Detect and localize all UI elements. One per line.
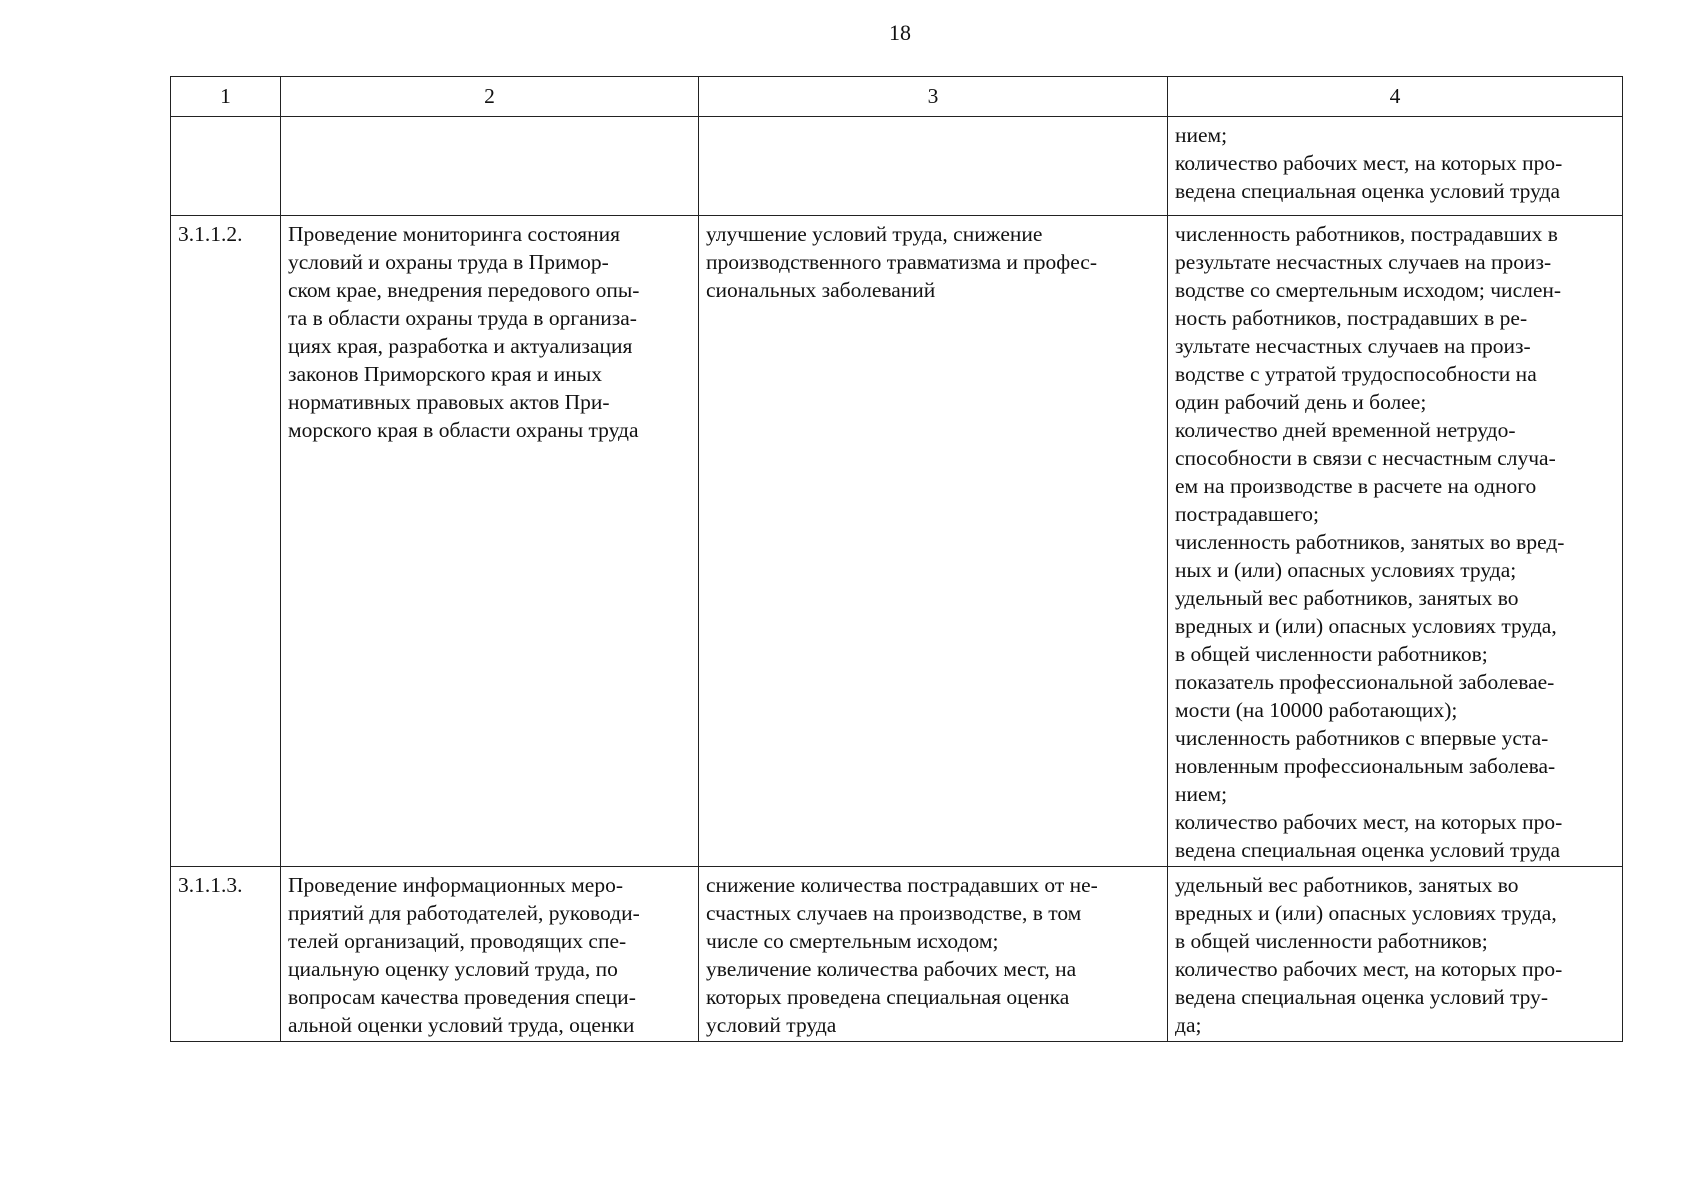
cell-item-number: 3.1.1.2. — [171, 216, 281, 867]
table-row — [171, 867, 1623, 1042]
measures-table — [170, 76, 1623, 1042]
table-row — [171, 216, 1623, 867]
cell-num-empty — [171, 117, 281, 216]
cell-indicators: удельный вес работников, занятых во вредных и (или) опасных условиях труда, в общей численности работников; количество рабочих мест, на которых про- ведена специальная оценка условий тру- да; — [1168, 867, 1623, 1042]
column-header-3: 3 — [699, 77, 1168, 117]
page-number: 18 — [889, 20, 911, 45]
cell-result-empty — [699, 117, 1168, 216]
table-header-row — [171, 77, 1623, 117]
cell-event: Проведение информационных меро- приятий для работодателей, руководи- телей организаций, проводящих спе- циальную оценку условий труда, по вопросам качества проведения специ- альной оценки условий труда, оценки — [281, 867, 699, 1042]
table-row-continuation — [171, 117, 1623, 216]
cell-expected-result: снижение количества пострадавших от не- счастных случаев на производстве, в том числе со смертельным исходом; увеличение количества рабочих мест, на которых проведена специальная оценка условий труда — [699, 867, 1168, 1042]
column-header-1: 1 — [171, 77, 281, 117]
cell-event: Проведение мониторинга состояния условий и охраны труда в Примор- ском крае, внедрения передового опы- та в области охраны труда в организа- циях края, разработка и актуализация законов Приморского края и иных нормативных правовых актов При- морского края в области охраны труда — [281, 216, 699, 867]
cell-indicators: численность работников, пострадавших в результате несчастных случаев на произ- водстве со смертельным исходом; числен- ность работников, пострадавших в ре- зультате несчастных случаев на произ- водстве с утратой трудоспособности на один рабочий день и более; количество дней временной нетрудо- способности в связи с несчастным случа- ем на производстве в расчете на одного пострадавшего; численность работников, занятых во вред- ных и (или) опасных условиях труда; удельный вес работников, занятых во вредных и (или) опасных условиях труда, в общей численности работников; показатель профессиональной заболевае- мости (на 10000 работающих); численность работников с впервые уста- новленным профессиональным заболева- нием; количество рабочих мест, на которых про- ведена специальная оценка условий труда — [1168, 216, 1623, 867]
cell-event-empty — [281, 117, 699, 216]
column-header-2: 2 — [281, 77, 699, 117]
cell-indicators-continued: нием; количество рабочих мест, на которых про- ведена специальная оценка условий труда — [1168, 117, 1623, 216]
column-header-4: 4 — [1168, 77, 1623, 117]
cell-expected-result: улучшение условий труда, снижение производственного травматизма и профес- сиональных заболеваний — [699, 216, 1168, 867]
cell-item-number: 3.1.1.3. — [171, 867, 281, 1042]
